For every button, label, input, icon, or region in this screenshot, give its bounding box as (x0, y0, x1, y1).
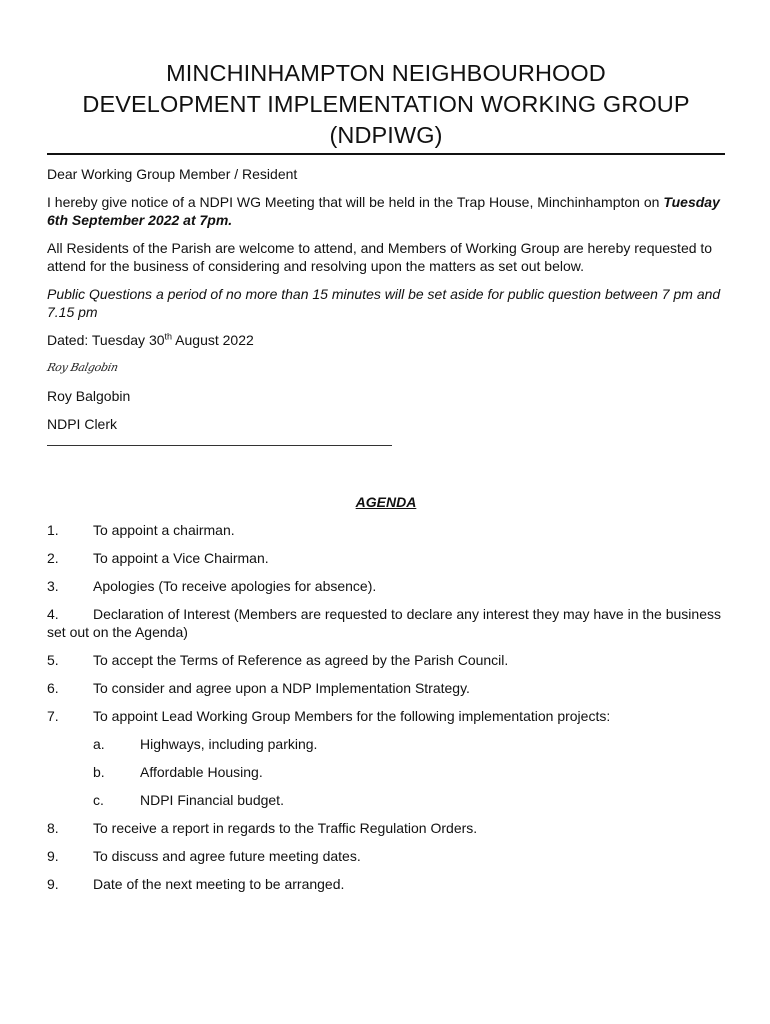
public-questions: Public Questions a period of no more than 15 minutes will be set aside for public question between 7 pm and 7.15 pm (47, 286, 721, 320)
signer-name: Roy Balgobin (47, 388, 131, 404)
agenda-sub-item-letter: c. (93, 792, 104, 808)
agenda-item-text: To appoint Lead Working Group Members for the following implementation projects: (93, 708, 611, 724)
dated-prefix: Dated: Tuesday 30 (47, 332, 165, 348)
agenda-item (47, 875, 725, 893)
agenda-item-text: To accept the Terms of Reference as agreed by the Parish Council. (93, 652, 509, 668)
divider-line (47, 445, 392, 446)
agenda-item-text: Date of the next meeting to be arranged. (93, 876, 345, 892)
agenda-item (47, 819, 725, 837)
document-title (47, 58, 725, 151)
agenda-item-number: 5. (47, 652, 59, 668)
agenda-sub-item-text: Affordable Housing. (140, 764, 263, 780)
agenda-sub-item-text: NDPI Financial budget. (140, 792, 284, 808)
agenda-item (47, 521, 725, 539)
greeting: Dear Working Group Member / Resident (47, 166, 298, 182)
agenda-item (47, 651, 725, 669)
agenda-item-number: 9. (47, 848, 59, 864)
agenda-item (47, 707, 725, 725)
dated-line (47, 331, 725, 349)
agenda-item-number: 1. (47, 522, 59, 538)
agenda-item-text: To discuss and agree future meeting dates. (93, 848, 361, 864)
agenda-item-text: To appoint a Vice Chairman. (93, 550, 269, 566)
welcome-paragraph: All Residents of the Parish are welcome to attend, and Members of Working Group are hereby requested to attend for the business of considering and resolving upon the matters as set out below. (47, 240, 713, 274)
title-line-1: MINCHINHAMPTON NEIGHBOURHOOD (166, 60, 606, 86)
title-line-3: (NDPIWG) (329, 122, 443, 148)
notice-text: I hereby give notice of a NDPI WG Meeting that will be held in the Trap House, Minchinhampton on (47, 194, 664, 210)
agenda-item (47, 577, 725, 595)
agenda-item-number: 7. (47, 708, 59, 724)
agenda-item (47, 605, 725, 641)
handwritten-signature: Roy Balgobin (45, 361, 120, 374)
agenda-item-text: To appoint a chairman. (93, 522, 235, 538)
agenda-heading: AGENDA (355, 494, 417, 510)
agenda-item-number: 6. (47, 680, 59, 696)
agenda-item-text: To consider and agree upon a NDP Implementation Strategy. (93, 680, 470, 696)
agenda-item (47, 847, 725, 865)
agenda-sub-item-letter: b. (93, 764, 105, 780)
dated-suffix: August 2022 (172, 332, 254, 348)
agenda-sub-item (47, 735, 725, 753)
document-page (47, 58, 725, 893)
agenda-item-text: Declaration of Interest (Members are requested to declare any interest they may have in the business set out on the Agenda) (47, 606, 721, 640)
title-line-2: DEVELOPMENT IMPLEMENTATION WORKING GROUP (82, 91, 690, 117)
meeting-notice (47, 193, 725, 229)
agenda-item-number: 2. (47, 550, 59, 566)
dated-ordinal: th (164, 331, 173, 342)
agenda-item (47, 549, 725, 567)
agenda-item-number: 3. (47, 578, 59, 594)
agenda-item-text: Apologies (To receive apologies for absence). (93, 578, 377, 594)
agenda-item-number: 9. (47, 876, 59, 892)
agenda-sub-item (47, 763, 725, 781)
agenda-sub-item-letter: a. (93, 736, 105, 752)
signer-role: NDPI Clerk (47, 416, 118, 432)
agenda-item-number: 8. (47, 820, 59, 836)
agenda-item-number: 4. (47, 606, 59, 622)
agenda-item (47, 679, 725, 697)
agenda-sub-item (47, 791, 725, 809)
title-rule (47, 153, 725, 155)
agenda-sub-item-text: Highways, including parking. (140, 736, 318, 752)
meeting-date: Tuesday 6th September 2022 at 7pm. (47, 194, 720, 228)
agenda-item-text: To receive a report in regards to the Traffic Regulation Orders. (93, 820, 478, 836)
